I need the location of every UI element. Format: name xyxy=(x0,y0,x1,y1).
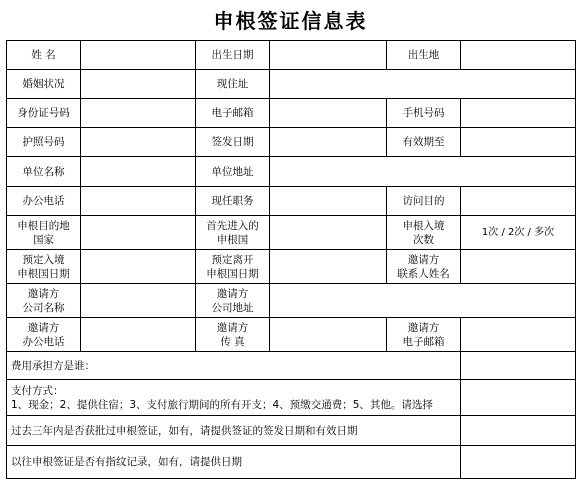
planned-exit-date-label-line2: 申根国日期 xyxy=(206,267,259,280)
name-label: 姓 名 xyxy=(7,41,81,70)
passport-number-value[interactable] xyxy=(81,128,196,157)
first-entry-country-label-line2: 申根国 xyxy=(216,233,249,246)
inviter-email-label xyxy=(387,318,461,352)
destination-country-value[interactable] xyxy=(81,216,196,250)
birth-place-value[interactable] xyxy=(461,41,576,70)
current-address-label: 现住址 xyxy=(196,70,270,99)
mobile-label: 手机号码 xyxy=(387,99,461,128)
first-entry-country-label xyxy=(196,216,270,250)
inviter-contact-label xyxy=(387,250,461,284)
planned-entry-date-label xyxy=(7,250,81,284)
inviter-address-label-line1: 邀请方 xyxy=(216,287,249,300)
inviter-contact-label-line1: 邀请方 xyxy=(407,253,440,266)
visit-purpose-value[interactable] xyxy=(461,187,576,216)
payment-method-value[interactable] xyxy=(461,380,576,416)
inviter-fax-label-line1: 邀请方 xyxy=(216,321,249,334)
birth-place-label: 出生地 xyxy=(387,41,461,70)
inviter-phone-value[interactable] xyxy=(81,318,196,352)
fingerprint-label: 以往申根签证是否有指纹记录，如有，请提供日期 xyxy=(7,446,461,479)
cost-bearer-value[interactable] xyxy=(461,352,576,380)
visa-info-table xyxy=(6,40,576,479)
inviter-contact-value[interactable] xyxy=(461,250,576,284)
marital-status-label: 婚姻状况 xyxy=(7,70,81,99)
name-value[interactable] xyxy=(81,41,196,70)
destination-country-label-line1: 申根目的地 xyxy=(17,219,70,232)
first-entry-country-value[interactable] xyxy=(270,216,387,250)
table-row xyxy=(7,446,576,479)
position-label: 现任职务 xyxy=(196,187,270,216)
planned-entry-date-label-line1: 预定入境 xyxy=(22,253,65,266)
inviter-company-label-line2: 公司名称 xyxy=(22,301,65,314)
destination-country-label-line2: 国家 xyxy=(33,233,54,246)
email-value[interactable] xyxy=(270,99,387,128)
email-label: 电子邮箱 xyxy=(196,99,270,128)
payment-method-heading: 支付方式： xyxy=(11,384,64,397)
destination-country-label xyxy=(7,216,81,250)
fingerprint-value[interactable] xyxy=(461,446,576,479)
table-row xyxy=(7,318,576,352)
inviter-email-label-line2: 电子邮箱 xyxy=(402,335,445,348)
inviter-address-label xyxy=(196,284,270,318)
entries-count-label-line2: 次数 xyxy=(413,233,434,246)
office-phone-label: 办公电话 xyxy=(7,187,81,216)
passport-number-label: 护照号码 xyxy=(7,128,81,157)
table-row xyxy=(7,128,576,157)
past-visas-label: 过去三年内是否获批过申根签证，如有，请提供签证的签发日期和有效日期 xyxy=(7,416,461,446)
table-row xyxy=(7,41,576,70)
entries-count-label xyxy=(387,216,461,250)
planned-entry-date-value[interactable] xyxy=(81,250,196,284)
inviter-fax-label xyxy=(196,318,270,352)
first-entry-country-label-line1: 首先进入的 xyxy=(206,219,259,232)
birth-date-label: 出生日期 xyxy=(196,41,270,70)
payment-method-label xyxy=(7,380,461,416)
valid-until-value[interactable] xyxy=(461,128,576,157)
inviter-company-label-line1: 邀请方 xyxy=(27,287,60,300)
id-number-value[interactable] xyxy=(81,99,196,128)
inviter-fax-label-line2: 传 真 xyxy=(220,335,245,348)
issue-date-value[interactable] xyxy=(270,128,387,157)
table-row xyxy=(7,187,576,216)
past-visas-value[interactable] xyxy=(461,416,576,446)
table-row xyxy=(7,284,576,318)
table-row xyxy=(7,250,576,284)
inviter-phone-label xyxy=(7,318,81,352)
position-value[interactable] xyxy=(270,187,387,216)
issue-date-label: 签发日期 xyxy=(196,128,270,157)
payment-method-options: 1、现金；2、提供住宿；3、支付旅行期间的所有开支；4、预缴交通费；5、其他。请选择 xyxy=(11,398,433,411)
cost-bearer-label: 费用承担方是谁： xyxy=(7,352,461,380)
inviter-address-value[interactable] xyxy=(270,284,576,318)
planned-exit-date-label xyxy=(196,250,270,284)
inviter-company-value[interactable] xyxy=(81,284,196,318)
id-number-label: 身份证号码 xyxy=(7,99,81,128)
company-address-value[interactable] xyxy=(270,157,576,187)
inviter-email-value[interactable] xyxy=(461,318,576,352)
planned-exit-date-label-line1: 预定离开 xyxy=(211,253,254,266)
planned-entry-date-label-line2: 申根国日期 xyxy=(17,267,70,280)
table-row xyxy=(7,157,576,187)
entries-count-options[interactable]: 1次 / 2次 / 多次 xyxy=(461,216,576,250)
inviter-company-label xyxy=(7,284,81,318)
table-row xyxy=(7,416,576,446)
entries-count-label-line1: 申根入境 xyxy=(402,219,445,232)
company-name-label: 单位名称 xyxy=(7,157,81,187)
visit-purpose-label: 访问目的 xyxy=(387,187,461,216)
form-title: 申根签证信息表 xyxy=(213,9,368,33)
table-row xyxy=(7,352,576,380)
table-row xyxy=(7,216,576,250)
valid-until-label: 有效期至 xyxy=(387,128,461,157)
current-address-value[interactable] xyxy=(270,70,576,99)
inviter-phone-label-line2: 办公电话 xyxy=(22,335,65,348)
company-name-value[interactable] xyxy=(81,157,196,187)
inviter-fax-value[interactable] xyxy=(270,318,387,352)
inviter-address-label-line2: 公司地址 xyxy=(211,301,254,314)
inviter-email-label-line1: 邀请方 xyxy=(407,321,440,334)
marital-status-value[interactable] xyxy=(81,70,196,99)
office-phone-value[interactable] xyxy=(81,187,196,216)
inviter-phone-label-line1: 邀请方 xyxy=(27,321,60,334)
birth-date-value[interactable] xyxy=(270,41,387,70)
mobile-value[interactable] xyxy=(461,99,576,128)
planned-exit-date-value[interactable] xyxy=(270,250,387,284)
inviter-contact-label-line2: 联系人姓名 xyxy=(397,267,450,280)
table-row xyxy=(7,99,576,128)
table-row xyxy=(7,70,576,99)
table-row xyxy=(7,380,576,416)
company-address-label: 单位地址 xyxy=(196,157,270,187)
